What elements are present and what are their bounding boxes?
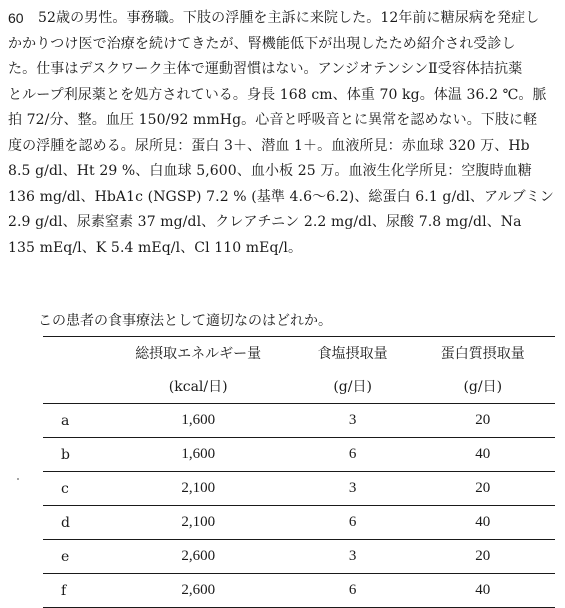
stem-line: かかりつけ医で治療を続けてきたが、腎機能低下が出現したため紹介され受診し (8, 35, 516, 52)
stem-line: 136 mg/dl、HbA1c (NGSP) 7.2 % (基準 4.6～6.2)、総蛋白 6.1 g/dl、アルブミン (8, 188, 554, 205)
question-stem (8, 6, 560, 261)
protein-value: 40 (411, 506, 555, 540)
unit-row (43, 369, 555, 404)
choice-header (43, 337, 102, 370)
energy-value: 2,100 (102, 472, 295, 506)
stem-line: 52歳の男性。事務職。下肢の浮腫を主訴に来院した。12年前に糖尿病を発症し (38, 10, 540, 26)
choice-letter: b (43, 438, 102, 472)
stem-line: 2.9 g/dl、尿素窒素 37 mg/dl、クレアチニン 2.2 mg/dl、尿酸 7.8 mg/dl、Na (8, 214, 522, 230)
choice-letter: c (43, 472, 102, 506)
stem-line: 度の浮腫を認める。尿所見：蛋白 3＋、潜血 1＋。血液所見：赤血球 320 万、Hb (8, 137, 530, 154)
answer-row-d[interactable] (43, 506, 555, 540)
protein-value: 40 (411, 574, 555, 608)
salt-value: 6 (295, 506, 411, 540)
protein-value: 40 (411, 438, 555, 472)
stem-line: た。仕事はデスクワーク主体で運動習慣はない。アンジオテンシンⅡ受容体拮抗薬 (8, 61, 523, 77)
question-prompt: この患者の食事療法として適切なのはどれか。 (38, 313, 332, 329)
answer-row-c[interactable] (43, 472, 555, 506)
stem-line: 135 mEq/l、K 5.4 mEq/l、Cl 110 mEq/l。 (8, 239, 303, 256)
protein-value: 20 (411, 472, 555, 506)
protein-value: 20 (411, 404, 555, 438)
choice-letter: f (43, 574, 102, 608)
energy-value: 2,100 (102, 506, 295, 540)
answer-row-f[interactable] (43, 574, 555, 608)
answer-row-b[interactable] (43, 438, 555, 472)
protein-unit: (g/日) (411, 369, 555, 404)
answer-row-a[interactable] (43, 404, 555, 438)
energy-value: 2,600 (102, 540, 295, 574)
stem-line: とループ利尿薬とを処方されている。身長 168 cm、体重 70 kg。体温 36.2 ℃。脈 (8, 86, 547, 103)
choice-unit (43, 369, 102, 404)
energy-value: 2,600 (102, 574, 295, 608)
salt-value: 3 (295, 540, 411, 574)
salt-value: 3 (295, 404, 411, 438)
energy-value: 1,600 (102, 404, 295, 438)
choice-letter: a (43, 404, 102, 438)
energy-header: 総摂取エネルギー量 (102, 337, 295, 370)
energy-unit: (kcal/日) (102, 369, 295, 404)
choice-letter: d (43, 506, 102, 540)
salt-header: 食塩摂取量 (295, 337, 411, 370)
question-number: 60 (8, 10, 24, 26)
salt-value: 6 (295, 438, 411, 472)
question-block (8, 6, 560, 261)
salt-value: 6 (295, 574, 411, 608)
salt-value: 3 (295, 472, 411, 506)
answer-table (43, 336, 555, 608)
energy-value: 1,600 (102, 438, 295, 472)
salt-unit: (g/日) (295, 369, 411, 404)
choice-letter: e (43, 540, 102, 574)
protein-value: 20 (411, 540, 555, 574)
stem-line: 拍 72/分、整。血圧 150/92 mmHg。心音と呼吸音とに異常を認めない。下肢に軽 (8, 112, 538, 128)
answer-row-e[interactable] (43, 540, 555, 574)
protein-header: 蛋白質摂取量 (411, 337, 555, 370)
stem-line: 8.5 g/dl、Ht 29 %、白血球 5,600、血小板 25 万。血液生化学所見：空腹時血糖 (8, 163, 532, 179)
header-row (43, 337, 555, 370)
scan-speck (17, 478, 19, 480)
